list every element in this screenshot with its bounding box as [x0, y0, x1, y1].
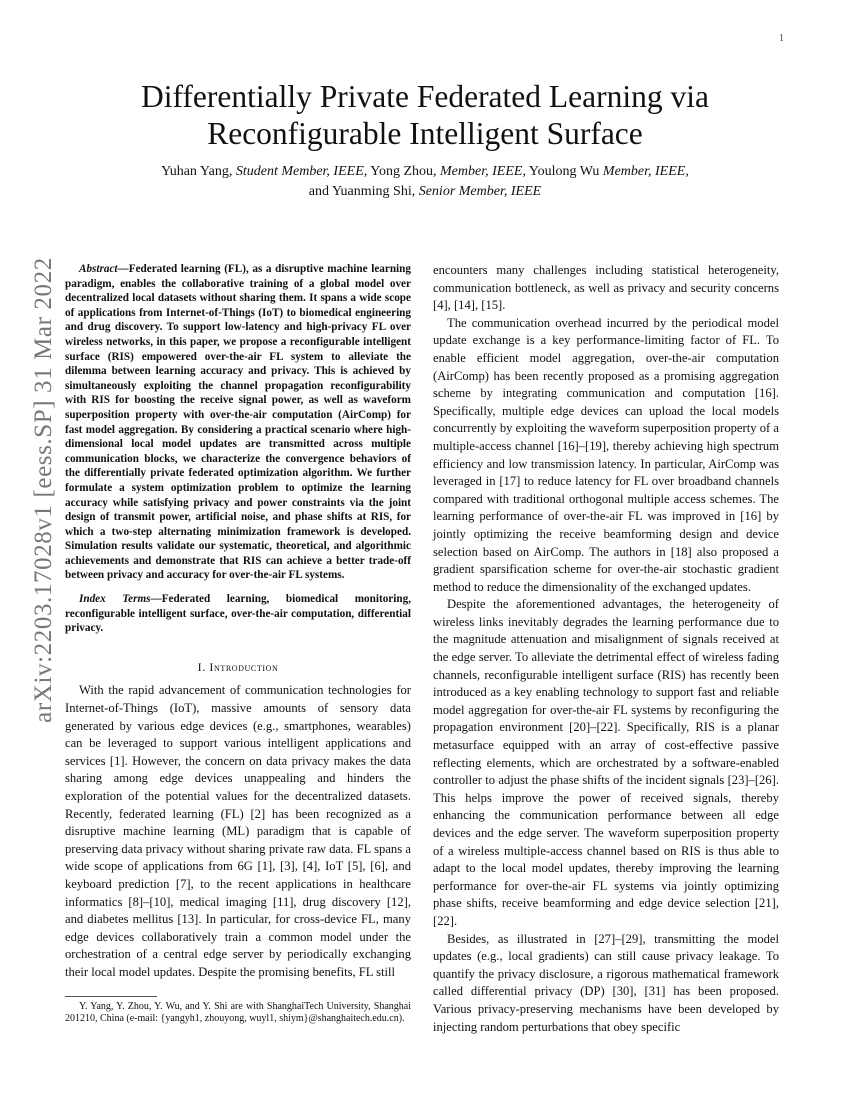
abstract [65, 262, 411, 583]
left-column [65, 262, 411, 1026]
title-line-2: Reconfigurable Intelligent Surface [207, 116, 643, 151]
author-line-2 [80, 182, 770, 202]
author-list [80, 162, 770, 202]
author-name: Yuhan Yang, [161, 164, 233, 179]
intro-paragraph-continued: encounters many challenges including statistical heterogeneity, communication bottleneck, as well as privacy and security concerns [4], [14], [15]. [433, 263, 779, 313]
footnote-divider [65, 996, 157, 997]
author-line-1 [80, 162, 770, 182]
right-column [433, 262, 779, 1036]
arxiv-identifier[interactable]: arXiv:2203.17028v1 [eess.SP] 31 Mar 2022 [30, 257, 57, 723]
section-heading-introduction: I. Introduction [197, 659, 279, 674]
title-line-1: Differentially Private Federated Learning via [141, 79, 709, 114]
page-number: 1 [779, 33, 784, 44]
author-affiliation-footnote: Y. Yang, Y. Zhou, Y. Wu, and Y. Shi are with ShanghaiTech University, Shanghai 201210, China (e-mail: {yangyh1, zhouyong, wuyl1, shiym}@shanghaitech.edu.cn). [65, 1000, 411, 1025]
author-name: and Yuanming Shi, [308, 184, 416, 199]
intro-paragraph-2: The communication overhead incurred by the periodical model update exchange is a key performance-limiting factor of FL. To enable efficient model aggregation, over-the-air computation (AirComp) has been recently proposed as a promising aggregation scheme by integrating communication and computation [16]. Specifically, multiple edge devices can upload the local models concurrently by exploiting the waveform superposition property of a multiple-access channel [16]–[19], thereby achieving high spectrum efficiency and low transmission latency. In particular, AirComp was leveraged in [17] to reduce latency for FL over broadband channels compared with traditional orthogonal multiple access schemes. The learning performance of over-the-air FL was improved in [16] by jointly optimizing the receive beamforming design and device selection based on AirComp. The authors in [18] also proposed a gradient sparsification scheme for over-the-air stochastic gradient method to reduce the dimensionality of the exchanged updates. [433, 315, 779, 594]
index-terms-label: Index Terms [79, 593, 151, 606]
abstract-text: —Federated learning (FL), as a disruptive machine learning paradigm, enables the collaborative training of a global model over decentralized local datasets without sharing them. It spans a wide scope of applications from Internet-of-Things (IoT) to biomedical engineering and drug discovery. To support low-latency and high-privacy FL over wireless networks, in this paper, we propose a reconfigurable intelligent surface (RIS) empowered over-the-air FL system to alleviate the dilemma between learning accuracy and privacy. This is achieved by simultaneously exploiting the channel propagation reconfigurability with RIS for boosting the receive signal power, as well as waveform superposition property with over-the-air computation (AirComp) for fast model aggregation. By considering a practical scenario where high-dimensional local model updates are transmitted across multiple communication blocks, we characterize the convergence behaviors of the differentially private federated optimization algorithm. We further formulate a system optimization problem to optimize the learning accuracy while satisfying privacy and power constraints via the joint design of transmit power, artificial noise, and phase shifts at RIS, for which a two-step alternating minimization framework is developed. Simulation results validate our systematic, theoretical, and algorithmic achievements and demonstrate that RIS can achieve a better trade-off between privacy and accuracy for over-the-air FL systems. [65, 263, 411, 582]
intro-paragraph-4: Besides, as illustrated in [27]–[29], transmitting the model updates (e.g., local gradients) can still cause privacy leakage. To quantify the privacy disclosure, a rigorous mathematical framework called differential privacy (DP) [30], [31] has been proposed. Various privacy-preserving mechanisms have been developed by injecting random perturbations that obey specific [433, 931, 779, 1034]
author-membership: Senior Member, IEEE [418, 184, 542, 199]
author-membership: Student Member, IEEE, [235, 164, 368, 179]
intro-paragraph-3: Despite the aforementioned advantages, the heterogeneity of wireless links inevitably degrades the learning performance due to the magnitude attenuation and misalignment of signals received at the edge server. To alleviate the detrimental effect of wireless fading channels, reconfigurable intelligent surface (RIS) has recently been introduced as a key enabling technology to support fast and reliable model aggregation for over-the-air FL systems by reconfiguring the propagation environment [20]–[22]. Specifically, RIS is a planar metasurface equipped with an array of cost-effective passive reflecting elements, which are orchestrated by a software-enabled controller to adjust the phase shifts of the incident signals [23]–[26]. This helps improve the power of received signals, thereby enhancing the communication performance between all edge devices and the edge server. The waveform superposition property of a wireless multiple-access channel based on RIS is thus able to adapt to the local model updates, thereby improving the learning performance for over-the-air FL systems via jointly optimizing phase shifts, receive beamforming and edge device selection [21], [22]. [433, 597, 779, 928]
index-terms-text: —Federated learning, biomedical monitoring, reconfigurable intelligent surface, over-the-air computation, differential privacy. [65, 593, 411, 635]
abstract-label: Abstract [79, 263, 118, 275]
paper-title [80, 78, 770, 152]
author-membership: Member, IEEE, [602, 164, 689, 179]
intro-paragraph-1: With the rapid advancement of communication technologies for Internet-of-Things (IoT), massive amounts of sensory data generated by various edge devices (e.g., smartphones, wearables) can be leveraged to support various intelligent applications and services [1]. However, the concern on data privacy makes the data sharing among edge devices unappealing and hinders the exploration of the potential values for the decentralized datasets. Recently, federated learning (FL) [2] has been recognized as a disruptive machine learning (ML) paradigm that is capable of preserving data privacy without sharing private raw data. FL spans a wide scope of applications from 6G [1], [3], [4], IoT [5], [6], and keyboard prediction [7], to the recent applications in healthcare informatics [8]–[10], medical imaging [11], drug discovery [12], and diabetes mellitus [13]. In particular, for cross-device FL, many edge devices collaboratively train a common model under the orchestration of a central edge server by periodically exchanging their local model updates. Despite the promising benefits, FL still [65, 683, 411, 979]
author-membership: Member, IEEE, [440, 164, 526, 179]
index-terms [65, 592, 411, 636]
author-name: Yong Zhou, [370, 164, 437, 179]
author-name: Youlong Wu [528, 164, 600, 179]
